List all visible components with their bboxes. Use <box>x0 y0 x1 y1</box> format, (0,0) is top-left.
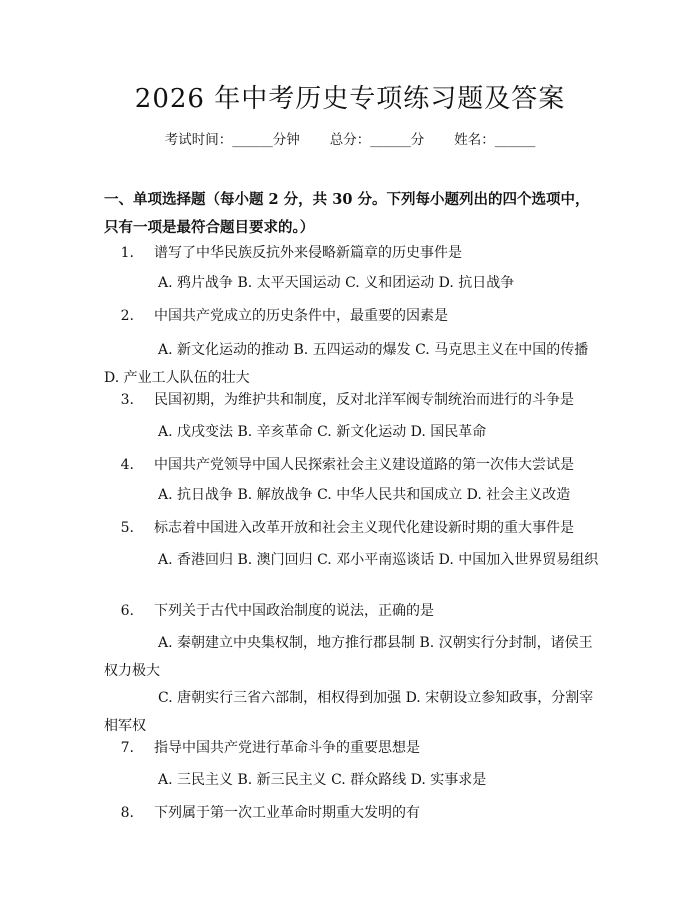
question-number: 5. <box>120 520 134 536</box>
question-text: 中国共产党领导中国人民探索社会主义建设道路的第一次伟大尝试是 <box>154 457 574 473</box>
question-text: 下列关于古代中国政治制度的说法，正确的是 <box>154 603 434 619</box>
question-number: 2. <box>120 308 134 324</box>
question-6-options-ab: A. 秦朝建立中央集权制，地方推行郡县制 B. 汉朝实行分封制，诸侯王权力极大 <box>104 635 593 679</box>
exam-info-line <box>0 130 700 150</box>
question-1 <box>104 243 600 263</box>
question-number: 4. <box>120 457 134 473</box>
question-text: 指导中国共产党进行革命斗争的重要思想是 <box>154 740 420 756</box>
question-7 <box>104 738 600 758</box>
student-name-field: 姓名：______ <box>454 132 536 148</box>
question-text: 下列属于第一次工业革命时期重大发明的有 <box>154 805 420 821</box>
question-text: 标志着中国进入改革开放和社会主义现代化建设新时期的重大事件是 <box>154 520 574 536</box>
question-text: 谱写了中华民族反抗外来侵略新篇章的历史事件是 <box>154 245 462 261</box>
question-2-options: A. 新文化运动的推动 B. 五四运动的爆发 C. 马克思主义在中国的传播 D. 产业工人队伍的壮大 <box>104 342 589 386</box>
question-number: 8. <box>120 805 134 821</box>
question-1-options: A. 鸦片战争 B. 太平天国运动 C. 义和团运动 D. 抗日战争 <box>158 275 515 291</box>
question-7-options: A. 三民主义 B. 新三民主义 C. 群众路线 D. 实事求是 <box>158 772 487 788</box>
question-number: 3. <box>120 392 134 408</box>
section-heading: 一、单项选择题（每小题 2 分，共 30 分。下列每小题列出的四个选项中，只有一项是最符合题目要求的。） <box>104 191 590 236</box>
page-title: 2026 年中考历史专项练习题及答案 <box>134 84 566 114</box>
question-4-options: A. 抗日战争 B. 解放战争 C. 中华人民共和国成立 D. 社会主义改造 <box>158 487 571 503</box>
question-number: 1. <box>120 245 134 261</box>
question-text: 民国初期，为维护共和制度，反对北洋军阀专制统治而进行的斗争是 <box>154 392 574 408</box>
question-3 <box>104 390 600 410</box>
question-4 <box>104 455 600 475</box>
question-3-options: A. 戊戌变法 B. 辛亥革命 C. 新文化运动 D. 国民革命 <box>158 424 487 440</box>
question-5-options: A. 香港回归 B. 澳门回归 C. 邓小平南巡谈话 D. 中国加入世界贸易组织 <box>158 552 599 568</box>
question-number: 7. <box>120 740 134 756</box>
question-text: 中国共产党成立的历史条件中，最重要的因素是 <box>154 308 448 324</box>
question-6-options-cd: C. 唐朝实行三省六部制，相权得到加强 D. 宋朝设立参知政事，分割宰相军权 <box>104 690 594 734</box>
question-2 <box>104 306 600 326</box>
total-score-field: 总分：______分 <box>329 132 425 148</box>
question-6 <box>104 601 600 621</box>
question-8 <box>104 803 600 823</box>
question-number: 6. <box>120 603 134 619</box>
exam-time-field: 考试时间：______分钟 <box>164 132 300 148</box>
question-5 <box>104 518 600 538</box>
